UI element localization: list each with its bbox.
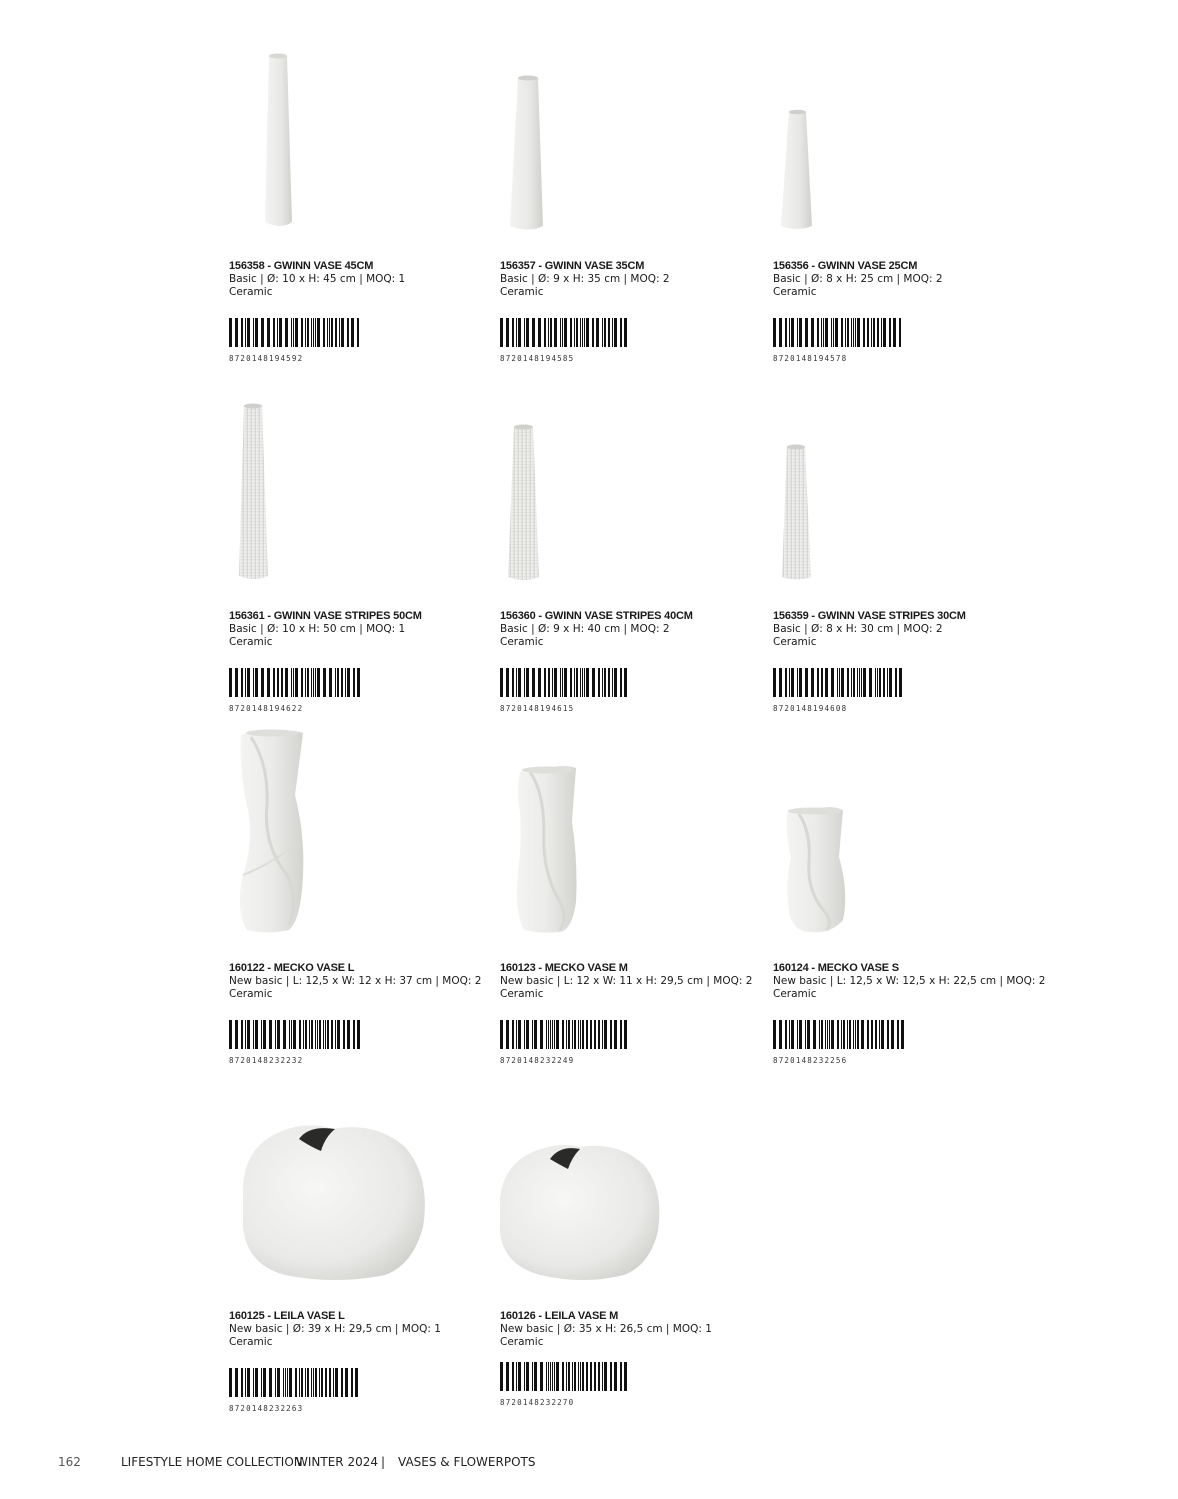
barcode (500, 318, 631, 347)
footer-section: VASES & FLOWERPOTS (398, 1455, 536, 1469)
barcode-number: 8720148194592 (229, 354, 304, 363)
vase-photo (495, 70, 615, 265)
product-spec: New basic | Ø: 35 x H: 26,5 cm | MOQ: 1 (500, 1323, 712, 1335)
barcode-number: 8720148194608 (773, 704, 848, 713)
product-title: 156360 - GWINN VASE STRIPES 40CM (500, 610, 693, 622)
product-title: 156361 - GWINN VASE STRIPES 50CM (229, 610, 422, 622)
product-spec: New basic | L: 12,5 x W: 12,5 x H: 22,5 cm | MOQ: 2 (773, 975, 1046, 987)
product-spec: Basic | Ø: 9 x H: 40 cm | MOQ: 2 (500, 623, 670, 635)
footer-separator: | (381, 1455, 386, 1469)
product-spec: Basic | Ø: 8 x H: 30 cm | MOQ: 2 (773, 623, 943, 635)
barcode-number: 8720148194578 (773, 354, 848, 363)
barcode-number: 8720148232232 (229, 1056, 304, 1065)
product-material: Ceramic (773, 636, 817, 648)
barcode (229, 668, 360, 697)
product-material: Ceramic (773, 286, 817, 298)
product-title: 160125 - LEILA VASE L (229, 1310, 345, 1322)
barcode (500, 1020, 631, 1049)
barcode-number: 8720148232270 (500, 1398, 575, 1407)
product-material: Ceramic (500, 636, 544, 648)
striped-vase-photo (224, 400, 344, 595)
product-title: 160124 - MECKO VASE S (773, 962, 899, 974)
barcode (229, 1020, 360, 1049)
round-vase-photo (494, 1139, 694, 1339)
barcode (773, 668, 904, 697)
product-material: Ceramic (229, 636, 273, 648)
barcode (773, 1020, 904, 1049)
product-material: Ceramic (229, 988, 273, 1000)
page-number: 162 (58, 1455, 81, 1469)
barcode (229, 1368, 360, 1397)
striped-vase-photo (768, 440, 888, 635)
product-title: 160123 - MECKO VASE M (500, 962, 628, 974)
product-material: Ceramic (500, 286, 544, 298)
product-material: Ceramic (229, 286, 273, 298)
product-material: Ceramic (500, 1336, 544, 1348)
product-spec: New basic | Ø: 39 x H: 29,5 cm | MOQ: 1 (229, 1323, 441, 1335)
footer-season: WINTER 2024 (296, 1455, 378, 1469)
product-title: 156358 - GWINN VASE 45CM (229, 260, 374, 272)
twisted-vase-photo (229, 725, 349, 940)
product-spec: New basic | L: 12,5 x W: 12 x H: 37 cm | MOQ: 2 (229, 975, 482, 987)
product-material: Ceramic (229, 1336, 273, 1348)
product-spec: Basic | Ø: 10 x H: 45 cm | MOQ: 1 (229, 273, 406, 285)
footer-collection: LIFESTYLE HOME COLLECTION (121, 1455, 303, 1469)
product-title: 160122 - MECKO VASE L (229, 962, 355, 974)
product-title: 156357 - GWINN VASE 35CM (500, 260, 645, 272)
vase-photo (224, 50, 344, 245)
barcode-number: 8720148232256 (773, 1056, 848, 1065)
product-spec: Basic | Ø: 9 x H: 35 cm | MOQ: 2 (500, 273, 670, 285)
round-vase-photo (235, 1117, 435, 1317)
striped-vase-photo (495, 420, 615, 615)
barcode-number: 8720148194622 (229, 704, 304, 713)
barcode (229, 318, 360, 347)
product-material: Ceramic (500, 988, 544, 1000)
barcode-number: 8720148194615 (500, 704, 575, 713)
product-spec: Basic | Ø: 10 x H: 50 cm | MOQ: 1 (229, 623, 406, 635)
product-spec: New basic | L: 12 x W: 11 x H: 29,5 cm | MOQ: 2 (500, 975, 753, 987)
product-material: Ceramic (773, 988, 817, 1000)
product-title: 156359 - GWINN VASE STRIPES 30CM (773, 610, 966, 622)
page-footer (0, 1455, 1178, 1475)
product-title: 156356 - GWINN VASE 25CM (773, 260, 918, 272)
barcode-number: 8720148232249 (500, 1056, 575, 1065)
barcode (773, 318, 904, 347)
barcode-number: 8720148194585 (500, 354, 575, 363)
product-title: 160126 - LEILA VASE M (500, 1310, 619, 1322)
barcode-number: 8720148232263 (229, 1404, 304, 1413)
barcode (500, 668, 631, 697)
barcode (500, 1362, 631, 1391)
product-spec: Basic | Ø: 8 x H: 25 cm | MOQ: 2 (773, 273, 943, 285)
twisted-vase-photo (510, 762, 630, 957)
